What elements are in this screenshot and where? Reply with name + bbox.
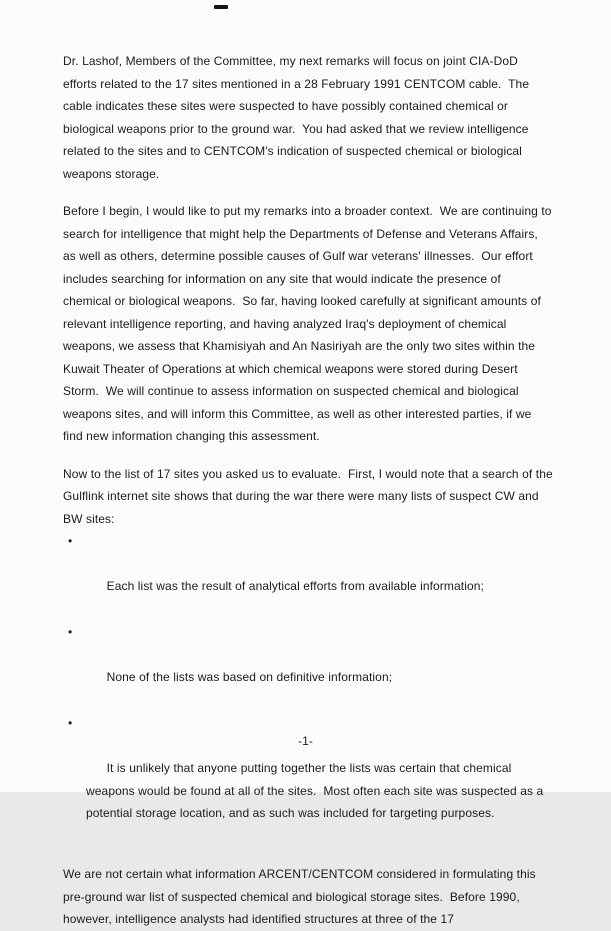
bullet-text: It is unlikely that anyone putting together the lists was certain that chemical weapons would be found at all of the sites. Most often each site was suspected as a potential storage location, and as such was included for targeting purposes. — [86, 761, 547, 820]
bullet-list — [63, 530, 553, 847]
paragraph-context: Before I begin, I would like to put my remarks into a broader context. We are continuing to search for intelligence that might help the Departments of Defense and Veterans Affairs, as well as others, determine possible causes of Gulf war veterans' illnesses. Our effort includes searching for information on any site that would indicate the presence of chemical or biological weapons. So far, having looked carefully at significant amounts of relevant intelligence reporting, and having analyzed Iraq's deployment of chemical weapons, we assess that Khamisiyah and An Nasiriyah are the only two sites within the Kuwait Theater of Operations at which chemical weapons were stored during Desert Storm. We will continue to assess information on suspected chemical and biological weapons sites, and will inform this Committee, as well as other interested parties, if we find new information changing this assessment. — [63, 204, 555, 443]
paragraph-intro: Dr. Lashof, Members of the Committee, my next remarks will focus on joint CIA-DoD efforts related to the 17 sites mentioned in a 28 February 1991 CENTCOM cable. The cable indicates these sites were suspected to have possibly contained chemical or biological weapons prior to the ground war. You had asked that we review intelligence related to the sites and to CENTCOM's indication of suspected chemical or biological weapons storage. — [63, 54, 533, 181]
bullet-icon: • — [68, 716, 73, 730]
bullet-icon: • — [68, 625, 73, 639]
bullet-text: None of the lists was based on definitive information; — [106, 670, 393, 684]
bullet-item — [63, 530, 553, 620]
scan-artifact — [214, 5, 228, 9]
bullet-icon: • — [68, 534, 73, 548]
bullet-text: Each list was the result of analytical efforts from available information; — [106, 579, 484, 593]
bullet-item — [63, 621, 553, 711]
paragraph-conclusion: We are not certain what information ARCENT/CENTCOM considered in formulating this pre-ground war list of suspected chemical and biological storage sites. Before 1990, however, intelligence analysts had identified structures at three of the 17 — [63, 867, 540, 926]
paragraph-site-list: Now to the list of 17 sites you asked us to evaluate. First, I would note that a search of the Gulflink internet site shows that during the war there were many lists of suspect CW and BW sites: — [63, 466, 557, 526]
page-number: -1- — [298, 733, 313, 748]
